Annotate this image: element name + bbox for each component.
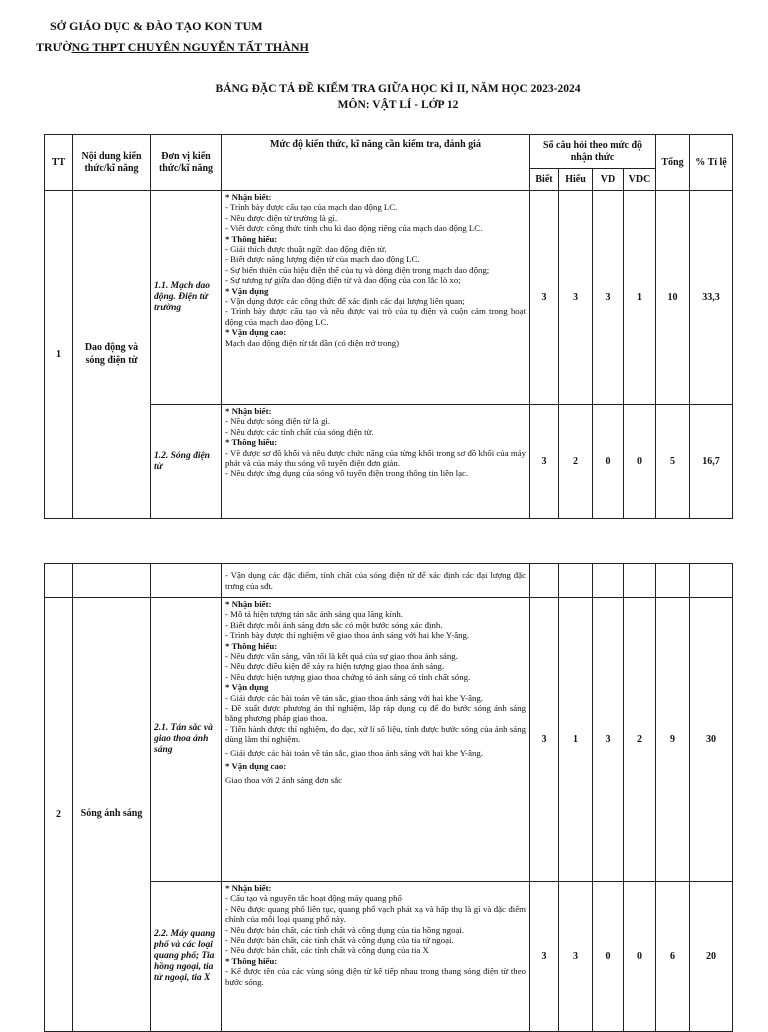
- desc-line: - Nêu được điều kiện để xảy ra hiện tượng giao thoa ánh sáng.: [225, 661, 445, 672]
- desc-line: - Nêu được bản chất, các tính chất và công dụng của tia hồng ngoại.: [225, 924, 465, 935]
- desc-line: * Nhận biết:: [225, 883, 272, 893]
- table-row: [45, 564, 733, 598]
- row-percent: 20: [690, 882, 733, 1032]
- desc-line: - Nêu được bản chất, các tính chất và công dụng của tia tử ngoại.: [225, 935, 454, 946]
- desc-line: - Nêu được điện từ trường là gì.: [225, 212, 338, 223]
- row-unit: 2.2. Máy quang phổ và các loại quang phổ; Tia hồng ngoại, tia tử ngoại, tia X: [151, 882, 222, 1032]
- header-percent: % Tỉ lệ: [690, 135, 733, 191]
- desc-line: - Nêu được bản chất, các tính chất và công dụng của tia X: [225, 945, 429, 956]
- row-percent: 33,3: [690, 191, 733, 405]
- desc-line: - Trình bày được thí nghiệm về giao thoa ánh sáng với hai khe Y-âng.: [225, 630, 470, 641]
- header-biet: Biết: [530, 169, 559, 191]
- document-subtitle: MÔN: VẬT LÍ - LỚP 12: [337, 99, 459, 111]
- row-vdc: 2: [624, 598, 656, 882]
- desc-line: - Viết được công thức tính chu kì dao động riêng của mạch dao động LC.: [225, 223, 483, 234]
- row-percent: 16,7: [690, 405, 733, 519]
- desc-line: * Nhận biết:: [225, 192, 272, 202]
- desc-line: Giao thoa với 2 ánh sáng đơn sắc: [225, 774, 343, 785]
- row-total: 6: [656, 882, 690, 1032]
- header-unit: Đơn vị kiến thức/kĩ năng: [151, 135, 222, 191]
- desc-line: - Nêu được vân sáng, vân tối là kết quả của sự giao thoa ánh sáng.: [225, 651, 458, 662]
- desc-line: * Vận dụng cao:: [225, 327, 287, 338]
- desc-line: * Vận dụng: [225, 682, 269, 693]
- desc-line: - Kể được tên của các vùng sóng điện từ kế tiếp nhau trong thang sóng điện từ theo bước sóng.: [225, 966, 526, 987]
- document-title: BẢNG ĐẶC TẢ ĐỀ KIỂM TRA GIỮA HỌC KÌ II, NĂM HỌC 2023-2024: [215, 83, 581, 95]
- row-description: [222, 191, 530, 405]
- row-total: 10: [656, 191, 690, 405]
- desc-line: - Nêu được ứng dụng của sóng vô tuyến điện trong thông tin liên lạc.: [225, 468, 469, 479]
- desc-line: - Biết được mỗi ánh sáng đơn sắc có một bước sóng xác định.: [225, 619, 443, 630]
- desc-line: - Sự biến thiên của hiệu điện thế của tụ và dòng điện trong mạch dao động;: [225, 264, 490, 275]
- desc-line: * Vận dụng: [225, 285, 269, 296]
- row-vd: 3: [593, 598, 624, 882]
- row-continuation: - Vận dụng các đặc điểm, tính chất của sóng điện từ để xác định các đại lượng đặc trưng của sđt.: [222, 564, 530, 598]
- row-total: 9: [656, 598, 690, 882]
- header-level: Mức độ kiến thức, kĩ năng cần kiểm tra, đánh giá: [222, 135, 530, 191]
- desc-line: - Cấu tạo và nguyên tắc hoạt động máy quang phổ: [225, 893, 402, 904]
- row-vdc: 1: [624, 191, 656, 405]
- desc-line: - Nêu được quang phổ liên tục, quang phổ vạch phát xạ và hấp thụ là gì và đặc điểm chính của mỗi loại quang phổ này.: [225, 903, 526, 925]
- org-school: [36, 40, 309, 55]
- desc-line: - Biết được năng lượng điện từ của mạch dao động LC.: [225, 254, 420, 265]
- row-vdc: 0: [624, 882, 656, 1032]
- row-unit: 2.1. Tán sắc và giao thoa ánh sáng: [151, 598, 222, 882]
- org-school-underlined: NG THPT CHUYÊN NGUYỄN TẤT THÀNH: [71, 40, 309, 54]
- desc-line: * Vận dụng cao:: [225, 761, 287, 772]
- row-description: [222, 405, 530, 519]
- row-unit: 1.1. Mạch dao động. Điện từ trường: [151, 191, 222, 405]
- row-vdc: 0: [624, 405, 656, 519]
- row-vd: 3: [593, 191, 624, 405]
- desc-line: - Nêu được hiện tượng giao thoa chứng tỏ ánh sáng có tính chất sóng.: [225, 671, 471, 682]
- org-school-prefix: TRƯỜ: [36, 40, 72, 54]
- desc-line: - Giải được các bài toán về tán sắc, giao thoa ánh sáng với hai khe Y-âng.: [225, 692, 484, 703]
- desc-line: - Tiến hành được thí nghiệm, đo đạc, xử lí số liệu, tính được bước sóng của ánh sáng dùng làm thí nghiệm.: [225, 723, 526, 745]
- spec-table-part1: [44, 134, 733, 519]
- header-content: Nội dung kiến thức/kĩ năng: [73, 135, 151, 191]
- desc-line: * Nhận biết:: [225, 406, 272, 416]
- row-topic: Sóng ánh sáng: [73, 598, 151, 1032]
- spec-table-part2: [44, 563, 733, 1032]
- desc-line: Mạch dao động điện từ tắt dần (có điện trở trong): [225, 337, 400, 348]
- desc-line: - Giải được các bài toán về tán sắc, giao thoa ánh sáng với hai khe Y-âng.: [225, 747, 484, 758]
- desc-line: - Nêu được các tính chất của sóng điện từ.: [225, 426, 374, 437]
- desc-line: - Đề xuất được phương án thí nghiệm, lắp ráp dụng cụ để đo bước sóng ánh sáng bằng phương pháp giao thoa.: [225, 703, 526, 724]
- desc-line: - Sự tương tự giữa dao động điện từ và dao động của con lắc lò xo;: [225, 275, 461, 286]
- row-biet: 3: [530, 882, 559, 1032]
- row-percent: 30: [690, 598, 733, 882]
- row-description: [222, 598, 530, 882]
- desc-line: * Thông hiểu:: [225, 955, 278, 966]
- row-hieu: 1: [559, 598, 593, 882]
- row-biet: 3: [530, 191, 559, 405]
- row-vd: 0: [593, 882, 624, 1032]
- desc-line: * Nhận biết:: [225, 599, 272, 609]
- row-total: 5: [656, 405, 690, 519]
- row-tt: 1: [45, 191, 73, 519]
- row-hieu: 2: [559, 405, 593, 519]
- row-vd: 0: [593, 405, 624, 519]
- desc-line: - Giải thích được thuật ngữ: dao động điện từ.: [225, 244, 387, 255]
- table-row: [45, 598, 733, 882]
- header-tt: TT: [45, 135, 73, 191]
- desc-line: - Nêu được sóng điện từ là gì.: [225, 416, 331, 427]
- header-hieu: Hiểu: [559, 169, 593, 191]
- table-row: [45, 191, 733, 405]
- desc-line: - Mô tả hiện tượng tán sắc ánh sáng qua lăng kính.: [225, 609, 403, 620]
- row-tt: 2: [45, 598, 73, 1032]
- desc-line: - Trình bày được cấu tạo của mạch dao động LC.: [225, 202, 398, 213]
- desc-line: * Thông hiểu:: [225, 233, 278, 244]
- desc-line: * Thông hiểu:: [225, 640, 278, 651]
- desc-line: - Vẽ được sơ đồ khối và nêu được chức năng của từng khối trong sơ đồ khối của máy phát và của máy thu sóng vô tuyến điện đơn giản.: [225, 447, 526, 469]
- desc-line: - Vận dụng được các công thức để xác định các đại lượng liên quan;: [225, 296, 465, 307]
- row-hieu: 3: [559, 882, 593, 1032]
- header-vd: VD: [593, 169, 624, 191]
- row-description: [222, 882, 530, 1032]
- desc-line: * Thông hiểu:: [225, 437, 278, 448]
- org-department: SỞ GIÁO DỤC & ĐÀO TẠO KON TUM: [50, 19, 263, 33]
- row-topic: Dao động và sóng điện từ: [73, 191, 151, 519]
- row-biet: 3: [530, 405, 559, 519]
- row-unit: 1.2. Sóng điện từ: [151, 405, 222, 519]
- desc-line: - Trình bày được cấu tạo và nêu được vai trò của tụ điện và cuộn cảm trong hoạt động của mạch dao động LC.: [225, 306, 526, 327]
- header-questions: Số câu hỏi theo mức độ nhận thức: [530, 135, 656, 169]
- row-biet: 3: [530, 598, 559, 882]
- header-total: Tổng: [656, 135, 690, 191]
- row-hieu: 3: [559, 191, 593, 405]
- header-vdc: VDC: [624, 169, 656, 191]
